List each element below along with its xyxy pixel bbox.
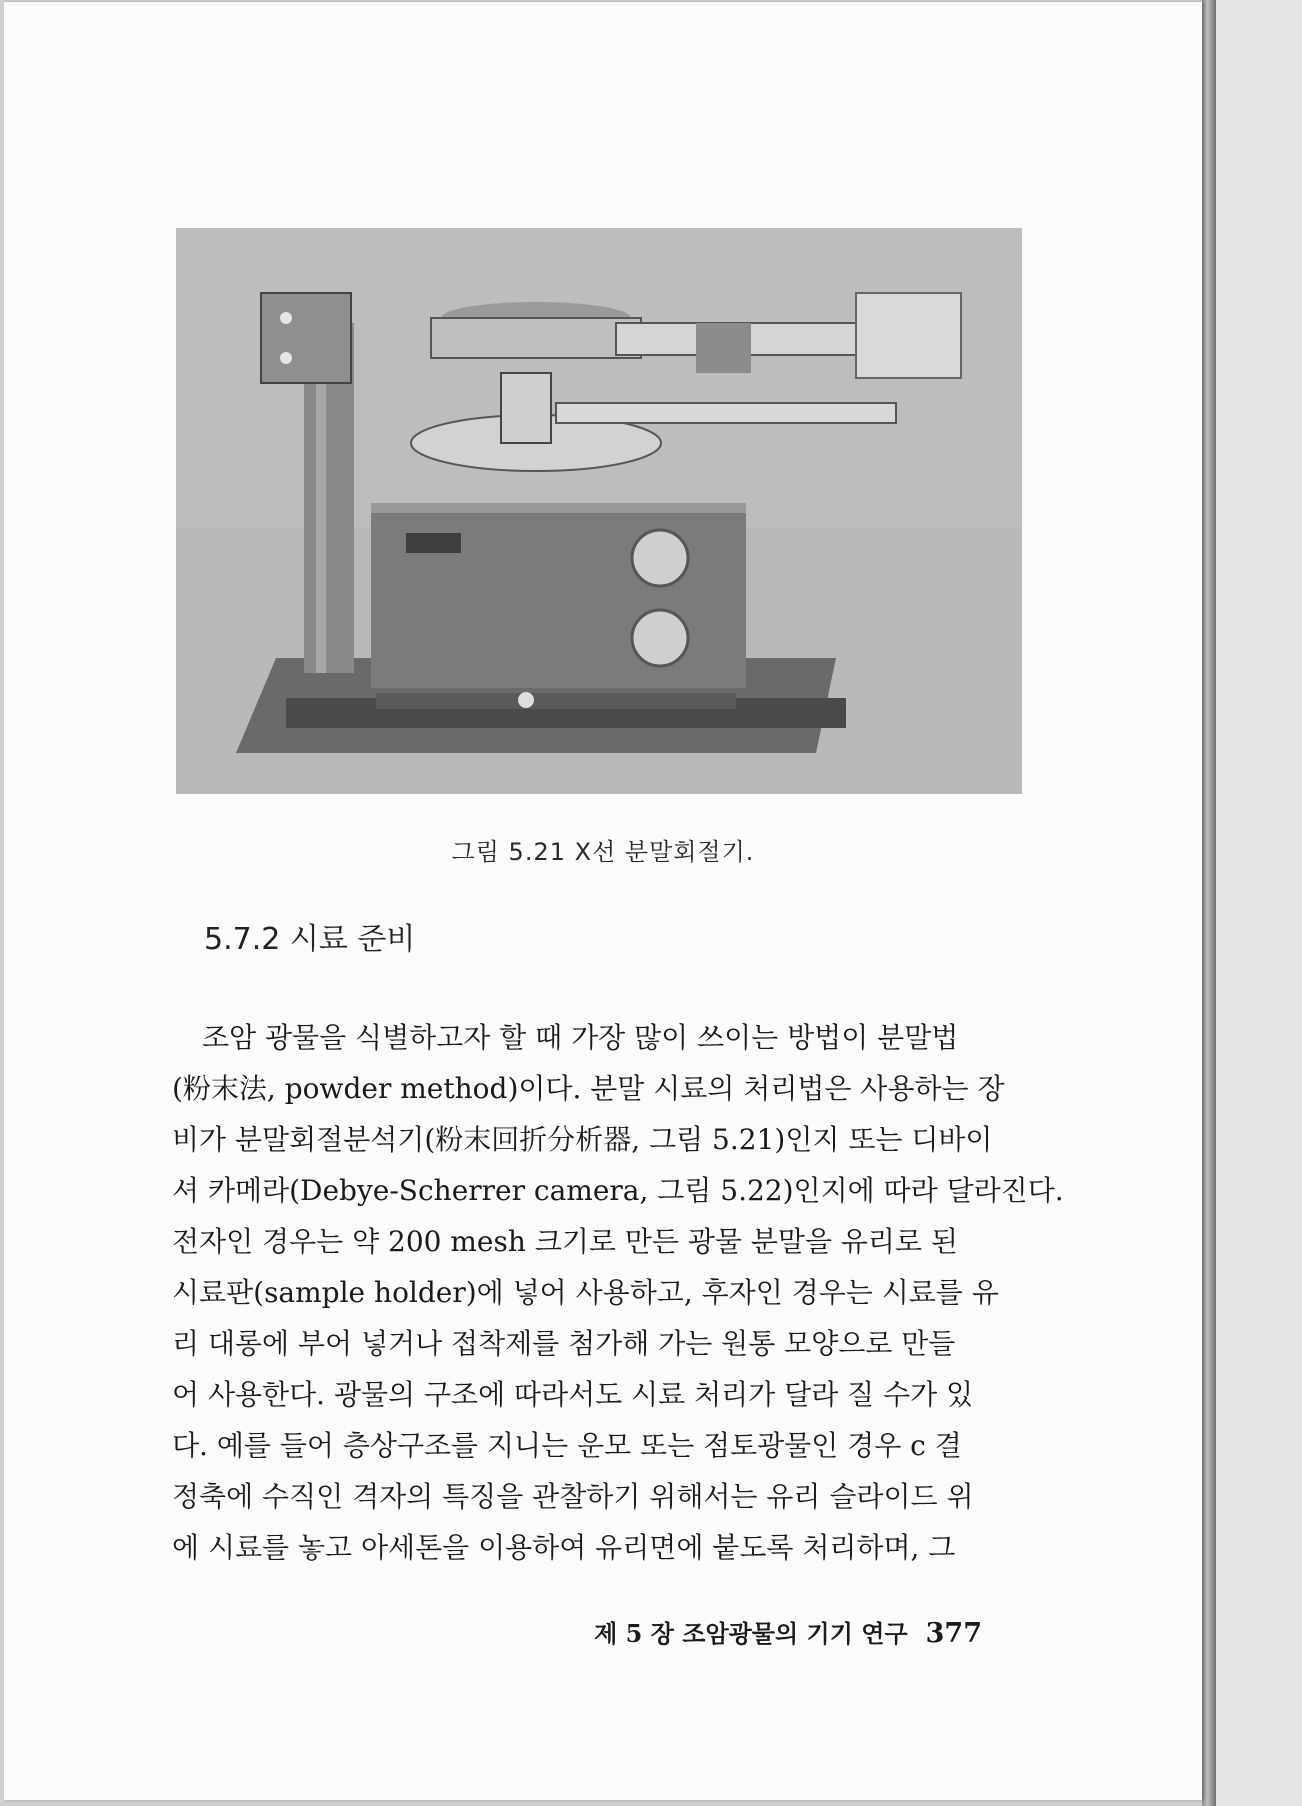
chapter-title: 제 5 장 조암광물의 기기 연구 <box>594 1619 908 1648</box>
paragraph-line: 셔 카메라(Debye-Scherrer camera, 그림 5.22)인지에 따라 달라진다. <box>172 1174 1064 1207</box>
paragraph-line: 전자인 경우는 약 200 mesh 크기로 만든 광물 분말을 유리로 된 <box>172 1225 958 1258</box>
figure-photo <box>176 228 1022 794</box>
figure-caption: 그림 5.21 X선 분말회절기. <box>451 838 755 866</box>
scan-background <box>1216 0 1302 1806</box>
paragraph-line: (粉末法, powder method)이다. 분말 시료의 처리법은 사용하는 장 <box>172 1072 1005 1105</box>
paragraph-line: 정축에 수직인 격자의 특징을 관찰하기 위해서는 유리 슬라이드 위 <box>172 1480 974 1513</box>
running-footer <box>594 1614 982 1649</box>
paragraph-line: 시료판(sample holder)에 넣어 사용하고, 후자인 경우는 시료를 유 <box>172 1276 999 1309</box>
book-page <box>4 2 1202 1800</box>
paragraph-line: 리 대롱에 부어 넣거나 접착제를 첨가해 가는 원통 모양으로 만들 <box>172 1327 956 1360</box>
paragraph-line: 다. 예를 들어 층상구조를 지니는 운모 또는 점토광물인 경우 c 결 <box>172 1429 962 1462</box>
paragraph-line: 조암 광물을 식별하고자 할 때 가장 많이 쓰이는 방법이 분말법 <box>202 1021 959 1054</box>
paragraph-line: 비가 분말회절분석기(粉末回折分析器, 그림 5.21)인지 또는 디바이 <box>172 1123 993 1156</box>
paragraph-line: 어 사용한다. 광물의 구조에 따라서도 시료 처리가 달라 질 수가 있 <box>172 1378 974 1411</box>
page-edge <box>1202 0 1216 1806</box>
page-number: 377 <box>925 1618 982 1649</box>
paragraph-line: 에 시료를 놓고 아세톤을 이용하여 유리면에 붙도록 처리하며, 그 <box>172 1531 956 1564</box>
body-text <box>172 1012 1064 1573</box>
diffractometer-image <box>176 228 1022 794</box>
section-heading: 5.7.2 시료 준비 <box>204 922 416 957</box>
